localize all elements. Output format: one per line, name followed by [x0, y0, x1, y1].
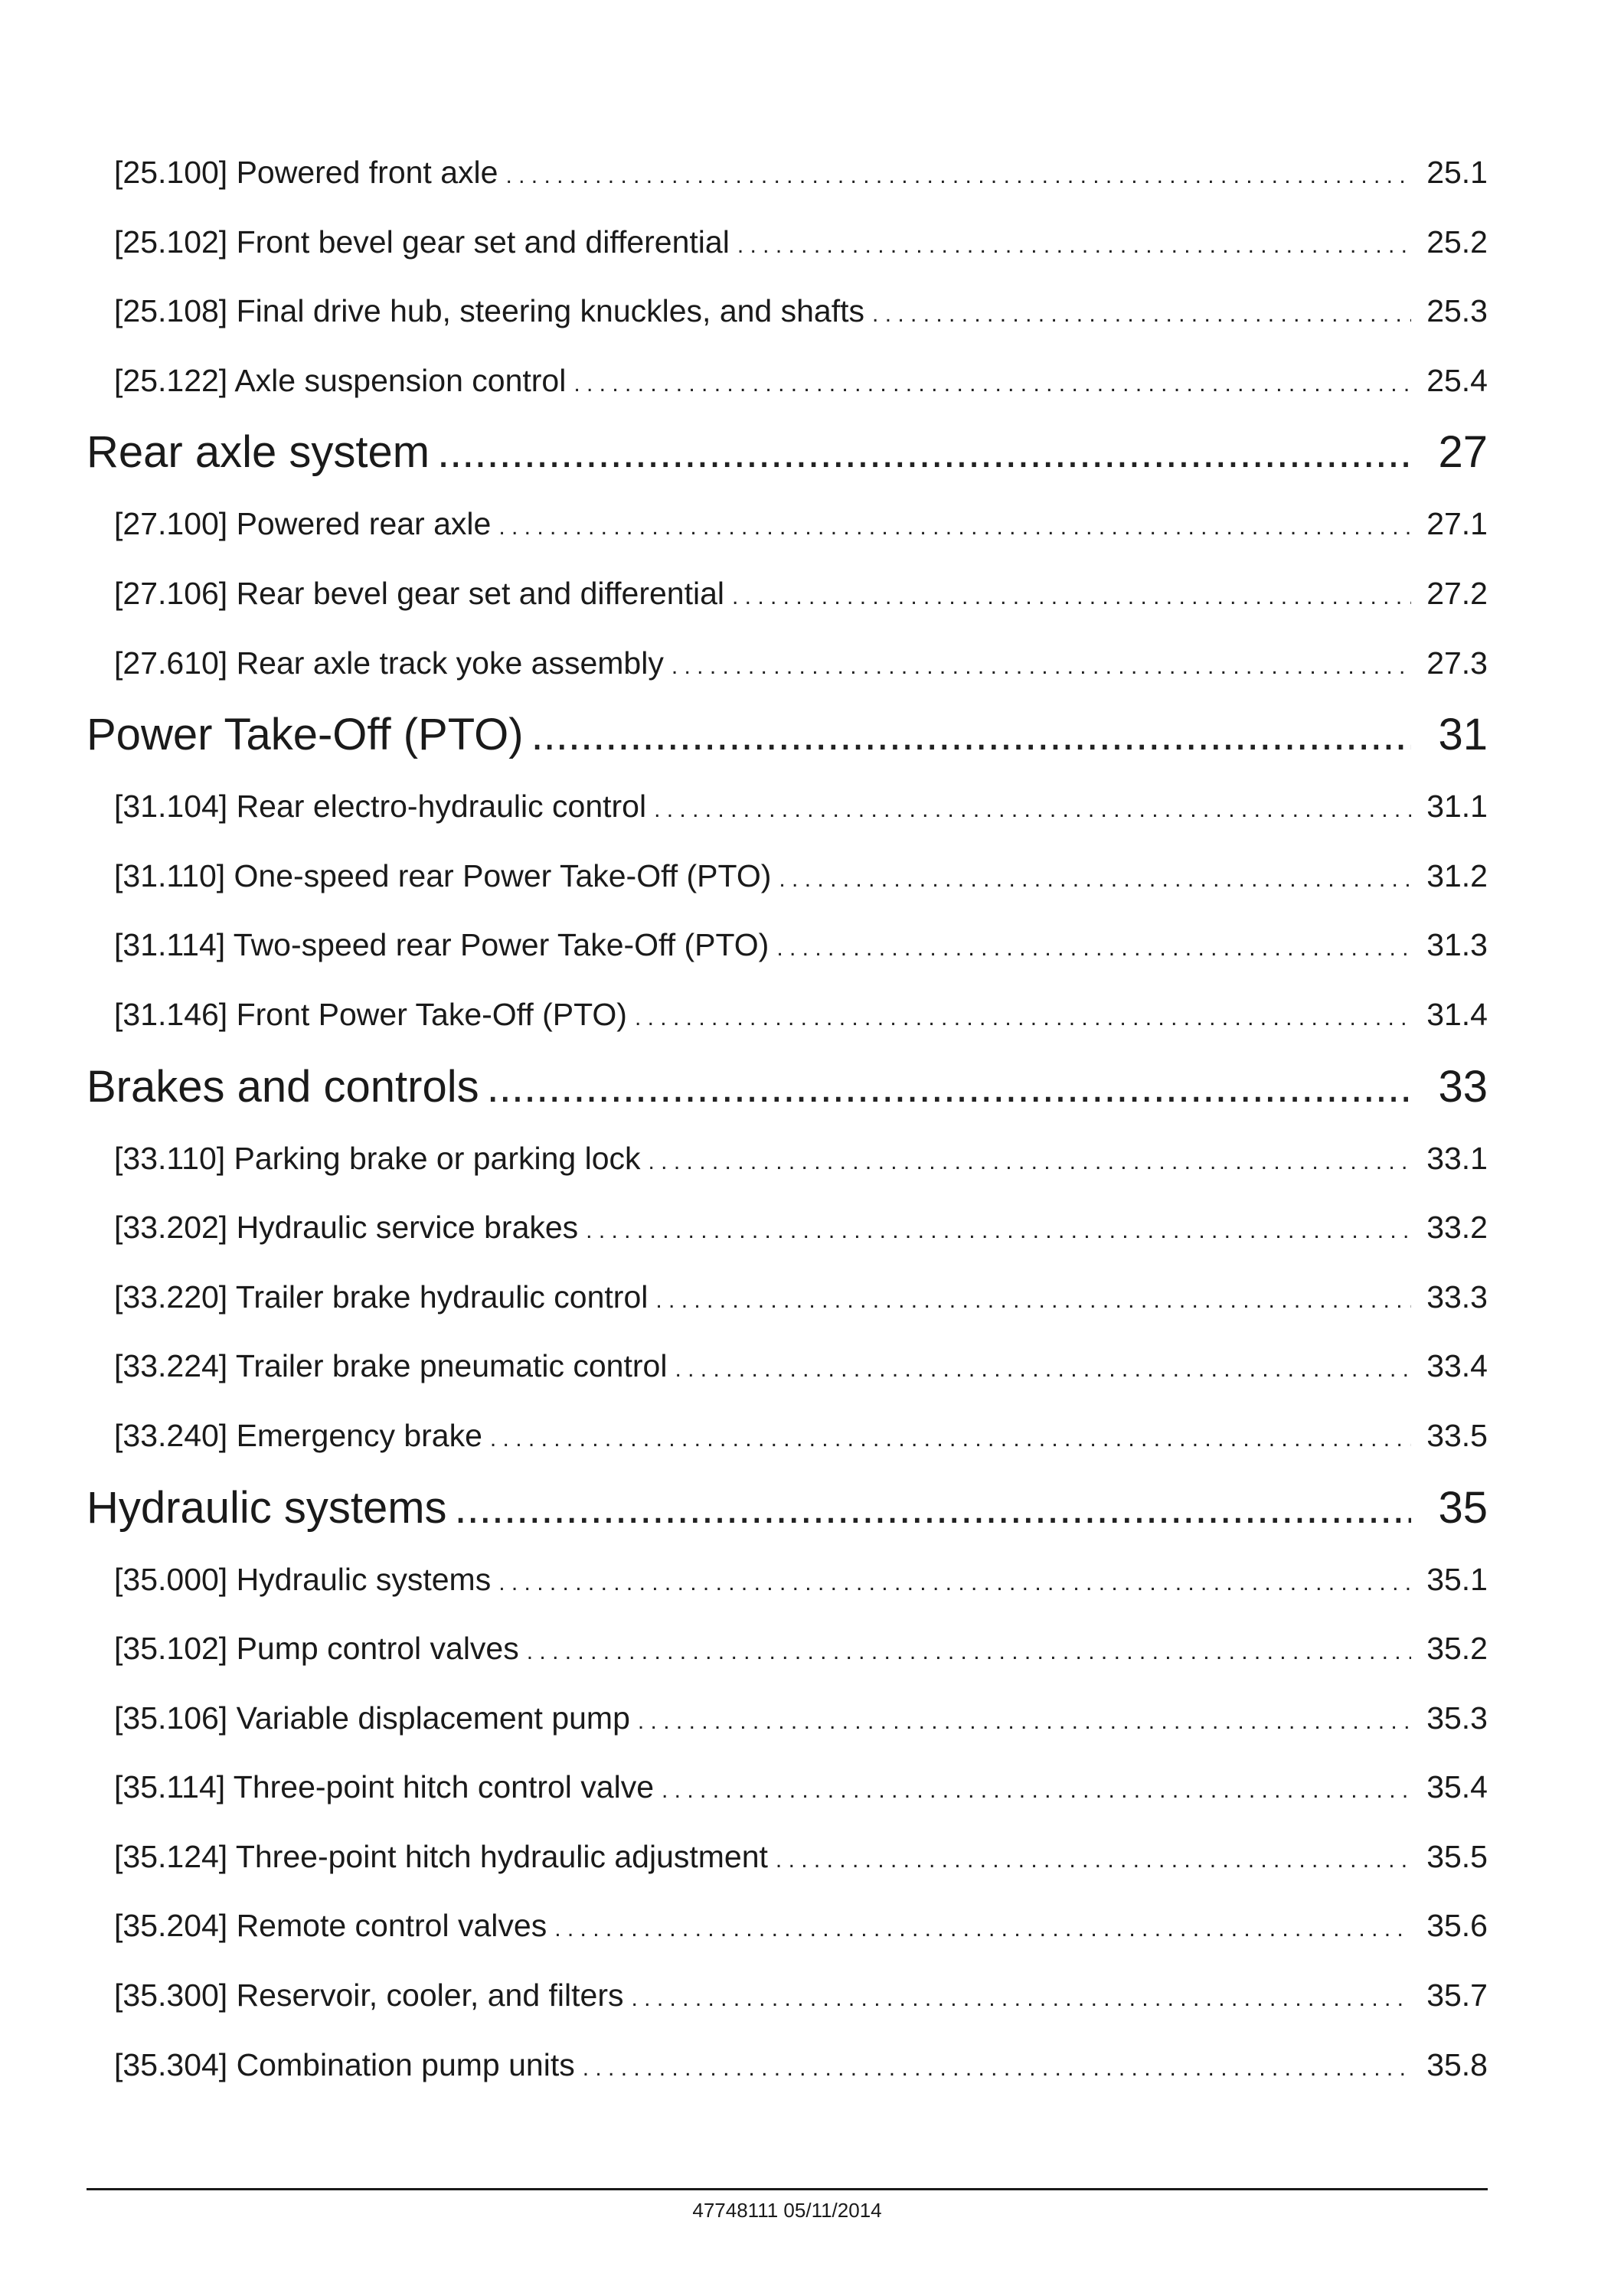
toc-entry[interactable]: [87, 138, 1488, 207]
entry-title: [33.202] Hydraulic service brakes: [114, 1210, 579, 1246]
page-number: 35.8: [1426, 2046, 1488, 2082]
toc-entry[interactable]: [87, 1124, 1488, 1194]
section-title: Power Take-Off (PTO): [87, 710, 524, 760]
dot-leader: [779, 845, 1411, 915]
page-number: 35.6: [1426, 1908, 1488, 1944]
page-number: 31.3: [1426, 927, 1488, 963]
entry-title: [35.102] Pump control valves: [114, 1631, 519, 1667]
section-title: Brakes and controls: [87, 1061, 479, 1112]
dot-leader: [638, 1687, 1411, 1757]
toc-entry[interactable]: [87, 1401, 1488, 1471]
page-number: 31.4: [1426, 996, 1488, 1032]
toc-entry[interactable]: [87, 1262, 1488, 1332]
page-number: 31.1: [1426, 789, 1488, 825]
dot-leader: [490, 1405, 1411, 1475]
dot-leader: [732, 563, 1411, 632]
dot-leader: [671, 632, 1411, 702]
dot-leader: [554, 1895, 1411, 1965]
page-number: 35.7: [1426, 1978, 1488, 2013]
dot-leader: [654, 776, 1411, 845]
toc-entry[interactable]: [87, 910, 1488, 980]
toc-entry[interactable]: [87, 1545, 1488, 1615]
dot-leader: [505, 142, 1411, 211]
entry-title: [33.224] Trailer brake pneumatic control: [114, 1348, 668, 1384]
section-title: Hydraulic systems: [87, 1482, 447, 1533]
page-number: 33.3: [1426, 1279, 1488, 1315]
toc-entry[interactable]: [87, 1961, 1488, 2030]
toc-entry[interactable]: [87, 2030, 1488, 2100]
entry-title: [35.000] Hydraulic systems: [114, 1561, 492, 1597]
toc-entry[interactable]: [87, 1822, 1488, 1892]
dot-leader: [662, 1756, 1411, 1826]
page-number: 33.5: [1426, 1417, 1488, 1453]
page-number: 35.3: [1426, 1700, 1488, 1736]
page-number: 35.2: [1426, 1631, 1488, 1667]
entry-title: [35.114] Three-point hitch control valve: [114, 1769, 655, 1805]
entry-title: [27.100] Powered rear axle: [114, 506, 492, 542]
entry-title: [35.124] Three-point hitch hydraulic adjustment: [114, 1838, 768, 1874]
page-number: 35.1: [1426, 1561, 1488, 1597]
page-number: 25.3: [1426, 293, 1488, 329]
entry-title: [35.204] Remote control valves: [114, 1908, 547, 1944]
dot-leader: [655, 1266, 1411, 1336]
entry-title: [25.122] Axle suspension control: [114, 362, 567, 398]
toc-entry[interactable]: [87, 1684, 1488, 1753]
dot-leader: [531, 697, 1411, 772]
page-number: 31: [1438, 710, 1488, 760]
dot-leader: [498, 1549, 1411, 1618]
toc-entry[interactable]: [87, 1193, 1488, 1262]
dot-leader: [675, 1335, 1411, 1405]
entry-title: [25.100] Powered front axle: [114, 155, 498, 190]
page-number: 33.1: [1426, 1140, 1488, 1176]
toc-entry[interactable]: [87, 772, 1488, 841]
dot-leader: [527, 1618, 1411, 1687]
toc-entry[interactable]: [87, 346, 1488, 416]
entry-title: [35.304] Combination pump units: [114, 2046, 575, 2082]
page-number: 27.2: [1426, 575, 1488, 611]
page-number: 33: [1438, 1061, 1488, 1112]
page-number: 33.4: [1426, 1348, 1488, 1384]
toc-entry[interactable]: [87, 1752, 1488, 1822]
entry-title: [31.104] Rear electro-hydraulic control: [114, 789, 647, 825]
page-number: 27: [1438, 427, 1488, 478]
dot-leader: [649, 1128, 1411, 1197]
page-number: 35.4: [1426, 1769, 1488, 1805]
toc-entry[interactable]: [87, 841, 1488, 911]
dot-leader: [776, 914, 1411, 984]
entry-title: [25.108] Final drive hub, steering knuckles, and shafts: [114, 293, 865, 329]
entry-title: [35.106] Variable displacement pump: [114, 1700, 630, 1736]
page-number: 25.2: [1426, 224, 1488, 260]
toc-entry[interactable]: [87, 1614, 1488, 1684]
footer-divider: [87, 2188, 1488, 2190]
dot-leader: [437, 415, 1411, 489]
dot-leader: [487, 1050, 1411, 1124]
dot-leader: [573, 350, 1411, 420]
entry-title: [31.114] Two-speed rear Power Take-Off (PTO): [114, 927, 770, 963]
toc-entry[interactable]: [87, 629, 1488, 698]
dot-leader: [776, 1826, 1411, 1896]
entry-title: [35.300] Reservoir, cooler, and filters: [114, 1978, 624, 2013]
toc-section-heading[interactable]: [87, 1050, 1488, 1124]
section-title: Rear axle system: [87, 427, 430, 478]
entry-title: [27.106] Rear bevel gear set and differential: [114, 575, 724, 611]
entry-title: [33.240] Emergency brake: [114, 1417, 482, 1453]
toc-entry[interactable]: [87, 559, 1488, 629]
entry-title: [31.146] Front Power Take-Off (PTO): [114, 996, 627, 1032]
dot-leader: [498, 493, 1411, 563]
dot-leader: [872, 280, 1411, 350]
footer-document-id: 47748111 05/11/2014: [692, 2199, 882, 2222]
entry-title: [33.220] Trailer brake hydraulic control: [114, 1279, 649, 1315]
page-number: 25.1: [1426, 155, 1488, 190]
entry-title: [33.110] Parking brake or parking lock: [114, 1140, 641, 1176]
toc-entry[interactable]: [87, 980, 1488, 1050]
page-number: 35.5: [1426, 1838, 1488, 1874]
toc-entry[interactable]: [87, 1891, 1488, 1961]
page-number: 35: [1438, 1482, 1488, 1533]
page-number: 33.2: [1426, 1210, 1488, 1246]
entry-title: [25.102] Front bevel gear set and differential: [114, 224, 730, 260]
toc-entry[interactable]: [87, 276, 1488, 346]
entry-title: [27.610] Rear axle track yoke assembly: [114, 645, 664, 681]
dot-leader: [586, 1197, 1411, 1266]
page-number: 27.1: [1426, 506, 1488, 542]
page-number: 25.4: [1426, 362, 1488, 398]
toc-section-heading[interactable]: [87, 697, 1488, 772]
dot-leader: [635, 984, 1411, 1053]
toc-entry[interactable]: [87, 1331, 1488, 1401]
dot-leader: [737, 211, 1411, 281]
dot-leader: [583, 2034, 1411, 2104]
table-of-contents: [87, 138, 1488, 2099]
toc-section-heading[interactable]: [87, 1471, 1488, 1545]
dot-leader: [631, 1965, 1411, 2034]
entry-title: [31.110] One-speed rear Power Take-Off (PTO): [114, 857, 772, 893]
page-number: 27.3: [1426, 645, 1488, 681]
toc-entry[interactable]: [87, 207, 1488, 277]
page-number: 31.2: [1426, 857, 1488, 893]
toc-entry[interactable]: [87, 489, 1488, 559]
toc-section-heading[interactable]: [87, 415, 1488, 489]
dot-leader: [455, 1471, 1411, 1545]
